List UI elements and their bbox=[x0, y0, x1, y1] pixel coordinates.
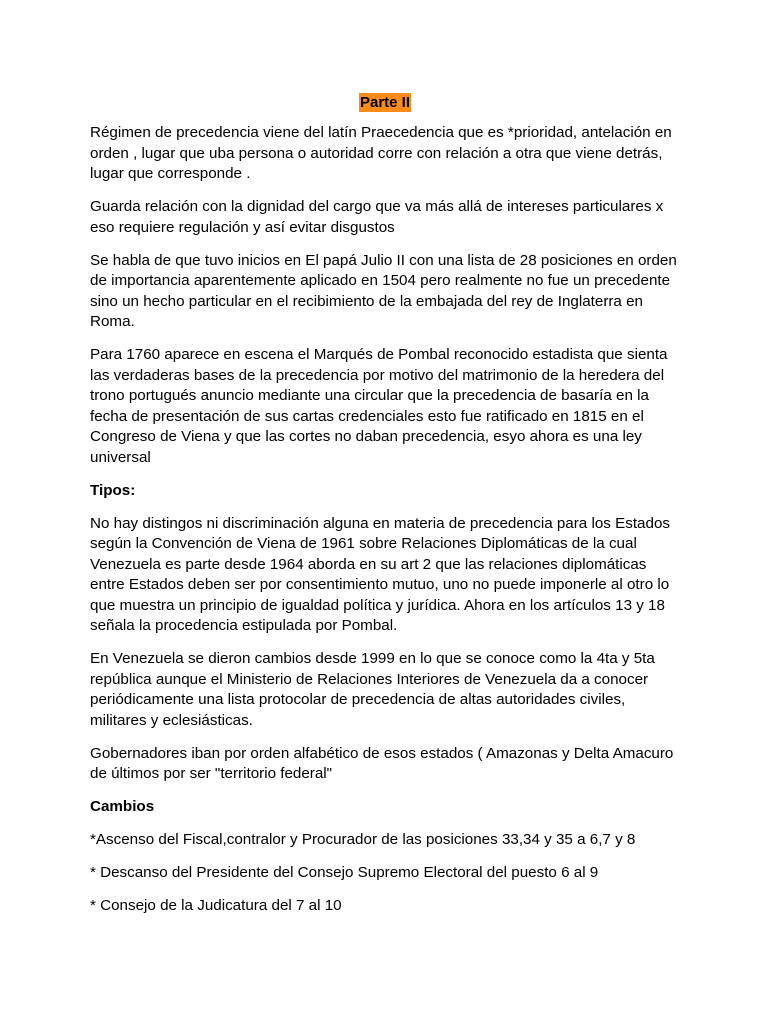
paragraph: Se habla de que tuvo inicios en El papá Julio II con una lista de 28 posiciones en orden de importancia aparentemente aplicado en 1504 pero realmente no fue un precedente sino un hecho particular en el recibimiento de la embajada del rey de Inglaterra en Roma. bbox=[90, 251, 677, 330]
paragraph: Régimen de precedencia viene del latín Praecedencia que es *prioridad, antelación en orden , lugar que uba persona o autoridad corre con relación a otra que viene detrás, lugar que corresponde . bbox=[90, 124, 672, 182]
title-row bbox=[90, 92, 680, 113]
paragraph: *Ascenso del Fiscal,contralor y Procurador de las posiciones 33,34 y 35 a 6,7 y 8 bbox=[90, 831, 636, 848]
section-heading: Cambios bbox=[90, 798, 155, 815]
paragraph: Guarda relación con la dignidad del cargo que va más allá de intereses particulares x eso requiere regulación y así evitar disgustos bbox=[90, 198, 664, 236]
document-page bbox=[90, 92, 680, 929]
paragraph: Para 1760 aparece en escena el Marqués de Pombal reconocido estadista que sienta las verdaderas bases de la precedencia por motivo del matrimonio de la heredera del trono portugués anuncio mediante una circular que la precedencia de basaría en la fecha de presentación de sus cartas credenciales esto fue ratificado en 1815 en el Congreso de Viena y que las cortes no daban precedencia, esyo ahora es una ley universal bbox=[90, 346, 668, 466]
paragraph: En Venezuela se dieron cambios desde 1999 en lo que se conoce como la 4ta y 5ta república aunque el Ministerio de Relaciones Interiores de Venezuela da a conocer periódicamente una lista protocolar de precedencia de altas autoridades civiles, militares y eclesiásticas. bbox=[90, 650, 655, 729]
section-heading: Tipos: bbox=[90, 481, 136, 499]
paragraph: No hay distingos ni discriminación alguna en materia de precedencia para los Estados según la Convención de Viena de 1961 sobre Relaciones Diplomáticas de la cual Venezuela es parte desde 1964 aborda en su art 2 que las relaciones diplomáticas entre Estados deben ser por consentimiento mutuo, uno no puede imponerle al otro lo que muestra un principio de igualdad política y jurídica. Ahora en los artículos 13 y 18 señala la procedencia estipulada por Pombal. bbox=[90, 514, 670, 634]
paragraph: * Consejo de la Judicatura del 7 al 10 bbox=[90, 897, 342, 914]
paragraph: Gobernadores iban por orden alfabético de esos estados ( Amazonas y Delta Amacuro de últimos por ser "territorio federal" bbox=[90, 744, 674, 782]
document-body bbox=[90, 123, 680, 917]
paragraph: * Descanso del Presidente del Consejo Supremo Electoral del puesto 6 al 9 bbox=[90, 864, 599, 881]
document-title: Parte II bbox=[359, 94, 411, 111]
